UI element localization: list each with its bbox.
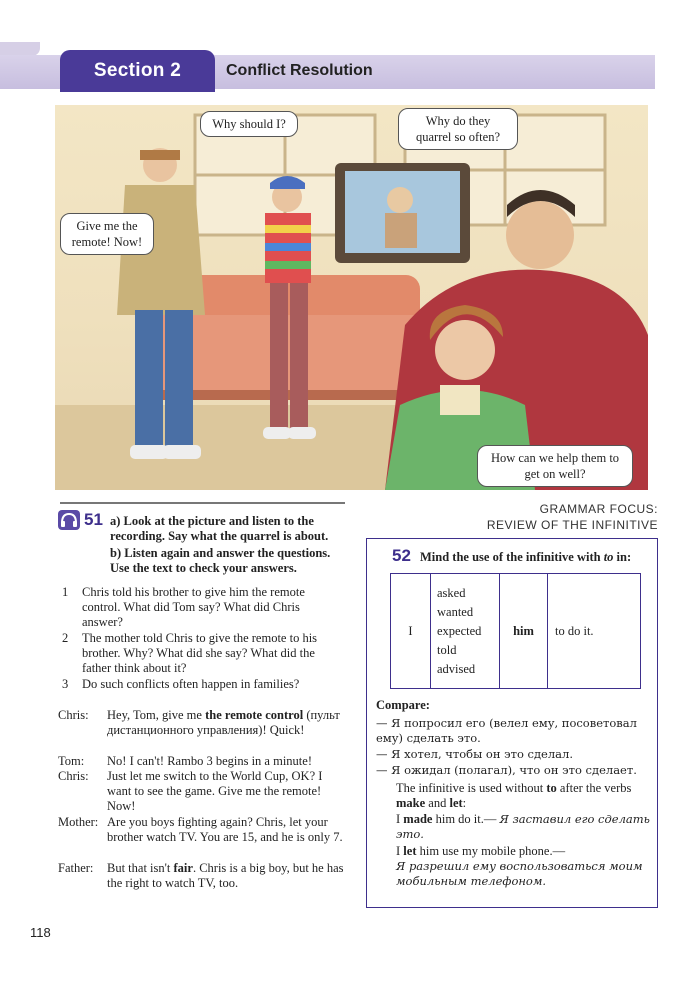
- dialogue-line: [58, 815, 348, 845]
- illustration: [55, 105, 648, 490]
- question-number: 2: [62, 631, 69, 645]
- compare-title: Compare:: [376, 698, 430, 712]
- speech-bubble-why-quarrel: Why do they quarrel so often?: [398, 108, 518, 150]
- speech-bubble-why-should-i: Why should I?: [200, 111, 298, 137]
- dialogue-text: . Chris is a big boy, but he has the right to watch TV, too.: [107, 861, 344, 891]
- exercise-51-instruction-b: b) Listen again and answer the questions. Use the text to check your answers.: [110, 546, 331, 575]
- dialogue-text: (пульт дистанционного управления)! Quick!: [107, 708, 340, 738]
- headphones-icon: [58, 510, 80, 530]
- dialogue-bold: fair: [173, 861, 193, 875]
- dialogue-text: Just let me switch to the World Cup, OK? I want to see the game. Give me the remote! Now!: [107, 769, 323, 814]
- question-text: The mother told Chris to give the remote to his brother. Why? What did she say? What did the father think about it?: [82, 631, 318, 675]
- dialogue-line: [58, 861, 348, 891]
- exercise-51-number: 51: [84, 510, 103, 529]
- table-verbs: asked wanted expected told advised: [431, 574, 500, 689]
- russian-translation: — Я хотел, чтобы он это сделал.: [376, 747, 573, 761]
- example-let-translation: Я разрешил ему воспользоваться моим мобильным телефоном.: [396, 859, 643, 888]
- example-let: I let him use my mobile phone.—: [396, 844, 566, 858]
- speaker-name: Tom:: [58, 754, 85, 768]
- question-item: [62, 677, 342, 692]
- question-item: [62, 631, 342, 676]
- dialogue-text: Hey, Tom, give me: [107, 708, 206, 722]
- question-text: Do such conflicts often happen in families?: [82, 677, 300, 691]
- question-text: Chris told his brother to give him the remote control. What did Tom say? What did Chris answer?: [82, 585, 305, 629]
- table-infinitive: to do it.: [548, 574, 641, 689]
- dialogue-bold: the remote control: [205, 708, 304, 722]
- dialogue-line: [58, 708, 348, 738]
- speaker-name: Chris:: [58, 708, 89, 722]
- russian-translation: — Я попросил его (велел ему, посоветовал ему) сделать это.: [376, 716, 637, 745]
- speech-bubble-give-remote: Give me the remote! Now!: [60, 213, 154, 255]
- question-number: 3: [62, 677, 69, 691]
- grammar-focus-topic: REVIEW OF THE INFINITIVE: [486, 518, 658, 532]
- russian-translation: — Я ожидал (полагал), что он это сделает.: [376, 763, 637, 777]
- infinitive-rule: The infinitive is used without to after the verbs make and let:: [396, 781, 632, 810]
- exercise-52-instruction: Mind the use of the infinitive with to in:: [420, 550, 632, 564]
- dialogue-text: No! I can't! Rambo 3 begins in a minute!: [107, 754, 312, 768]
- grammar-focus-label: GRAMMAR FOCUS:: [539, 502, 658, 516]
- question-item: [62, 585, 342, 630]
- dialogue-line: [58, 754, 348, 769]
- speech-bubble-help-them: How can we help them to get on well?: [477, 445, 633, 487]
- speaker-name: Mother:: [58, 815, 99, 829]
- table-subject: I: [391, 574, 431, 689]
- speaker-name: Chris:: [58, 769, 89, 783]
- exercise-divider: [60, 502, 345, 504]
- dialogue-line: [58, 769, 348, 815]
- section-title: Conflict Resolution: [226, 62, 373, 79]
- question-number: 1: [62, 585, 69, 599]
- dialogue-text: But that isn't: [107, 861, 174, 875]
- dialogue-text: Are you boys fighting again? Chris, let your brother watch TV. You are 15, and he is only 7.: [107, 815, 343, 845]
- infinitive-table: [390, 573, 641, 689]
- family-scene-drawing: [55, 105, 648, 490]
- exercise-52-number: 52: [392, 546, 411, 565]
- table-object: him: [500, 574, 548, 689]
- section-label: Section 2: [60, 50, 215, 92]
- exercise-51-instruction-a: a) Look at the picture and listen to the recording. Say what the quarrel is about.: [110, 514, 329, 543]
- example-made: I made him do it.— Я заставил его сделать это.: [396, 812, 650, 841]
- page-number: 118: [30, 925, 51, 940]
- header-decoration: [0, 42, 40, 56]
- speaker-name: Father:: [58, 861, 94, 875]
